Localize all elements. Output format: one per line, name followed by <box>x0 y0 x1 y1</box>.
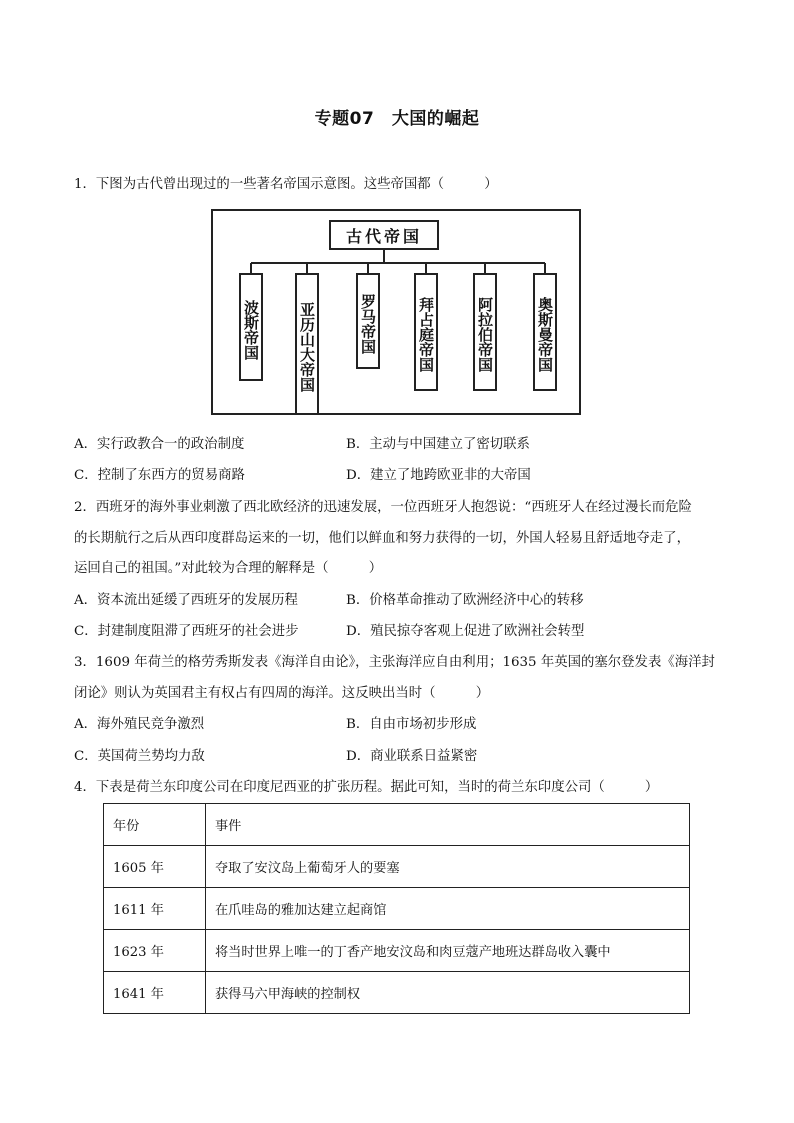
q1-option-d[interactable]: D．建立了地跨欧亚非的大帝国 <box>346 468 531 483</box>
q1-stem: 1．下图为古代曾出现过的一些著名帝国示意图。这些帝国都（ ） <box>74 177 498 192</box>
q3-option-b[interactable]: B．自由市场初步形成 <box>346 717 477 732</box>
q3-option-a[interactable]: A．海外殖民竞争激烈 <box>74 717 205 732</box>
table-header-row <box>104 804 690 846</box>
leaf-persian-empire: 波斯帝国 <box>239 273 263 381</box>
q1-option-b[interactable]: B．主动与中国建立了密切联系 <box>346 437 530 452</box>
q2-stem-line-2: 的长期航行之后从西印度群岛运来的一切，他们以鲜血和努力获得的一切，外国人轻易且舒适地夺走了， <box>74 531 690 546</box>
cell-event: 获得马六甲海峡的控制权 <box>206 972 690 1014</box>
cell-year: 1611 年 <box>104 888 206 930</box>
header-year: 年份 <box>104 804 206 846</box>
leaf-ottoman-empire: 奥斯曼帝国 <box>533 273 557 391</box>
q1-option-c[interactable]: C．控制了东西方的贸易商路 <box>74 468 245 483</box>
page-title: 专题07 大国的崛起 <box>314 109 480 129</box>
cell-year: 1641 年 <box>104 972 206 1014</box>
table-row <box>104 888 690 930</box>
q3-stem-line-1: 3．1609 年荷兰的格劳秀斯发表《海洋自由论》，主张海洋应自由利用；1635 年英国的塞尔登发表《海洋封 <box>74 655 715 670</box>
q3-option-c[interactable]: C．英国荷兰势均力敌 <box>74 749 205 764</box>
cell-event: 在爪哇岛的雅加达建立起商馆 <box>206 888 690 930</box>
expansion-table <box>103 803 690 1014</box>
q2-option-d[interactable]: D．殖民掠夺客观上促进了欧洲社会转型 <box>346 624 585 639</box>
cell-year: 1605 年 <box>104 846 206 888</box>
header-event: 事件 <box>206 804 690 846</box>
leaf-roman-empire: 罗马帝国 <box>356 273 380 369</box>
cell-year: 1623 年 <box>104 930 206 972</box>
q2-option-c[interactable]: C．封建制度阻滞了西班牙的社会进步 <box>74 624 299 639</box>
diagram-root: 古代帝国 <box>329 220 439 250</box>
leaf-byzantine-empire: 拜占庭帝国 <box>414 273 438 391</box>
q2-option-b[interactable]: B．价格革命推动了欧洲经济中心的转移 <box>346 593 584 608</box>
q3-stem-line-2: 闭论》则认为英国君主有权占有四周的海洋。这反映出当时（ ） <box>74 686 490 701</box>
q2-stem-line-3: 运回自己的祖国。”对此较为合理的解释是（ ） <box>74 561 383 576</box>
q2-stem-line-1: 2．西班牙的海外事业刺激了西北欧经济的迅速发展，一位西班牙人抱怨说：“西班牙人在经过漫长而危险 <box>74 500 692 515</box>
cell-event: 夺取了安汶岛上葡萄牙人的要塞 <box>206 846 690 888</box>
table-row <box>104 846 690 888</box>
table-row <box>104 972 690 1014</box>
q3-option-d[interactable]: D．商业联系日益紧密 <box>346 749 478 764</box>
q4-stem: 4．下表是荷兰东印度公司在印度尼西亚的扩张历程。据此可知，当时的荷兰东印度公司（ ） <box>74 780 659 795</box>
table-row <box>104 930 690 972</box>
leaf-arab-empire: 阿拉伯帝国 <box>473 273 497 391</box>
leaf-alexander-empire: 亚历山大帝国 <box>295 273 319 415</box>
q1-option-a[interactable]: A．实行政教合一的政治制度 <box>74 437 245 452</box>
empires-diagram <box>211 209 581 415</box>
cell-event: 将当时世界上唯一的丁香产地安汶岛和肉豆蔻产地班达群岛收入囊中 <box>206 930 690 972</box>
q2-option-a[interactable]: A．资本流出延缓了西班牙的发展历程 <box>74 593 298 608</box>
